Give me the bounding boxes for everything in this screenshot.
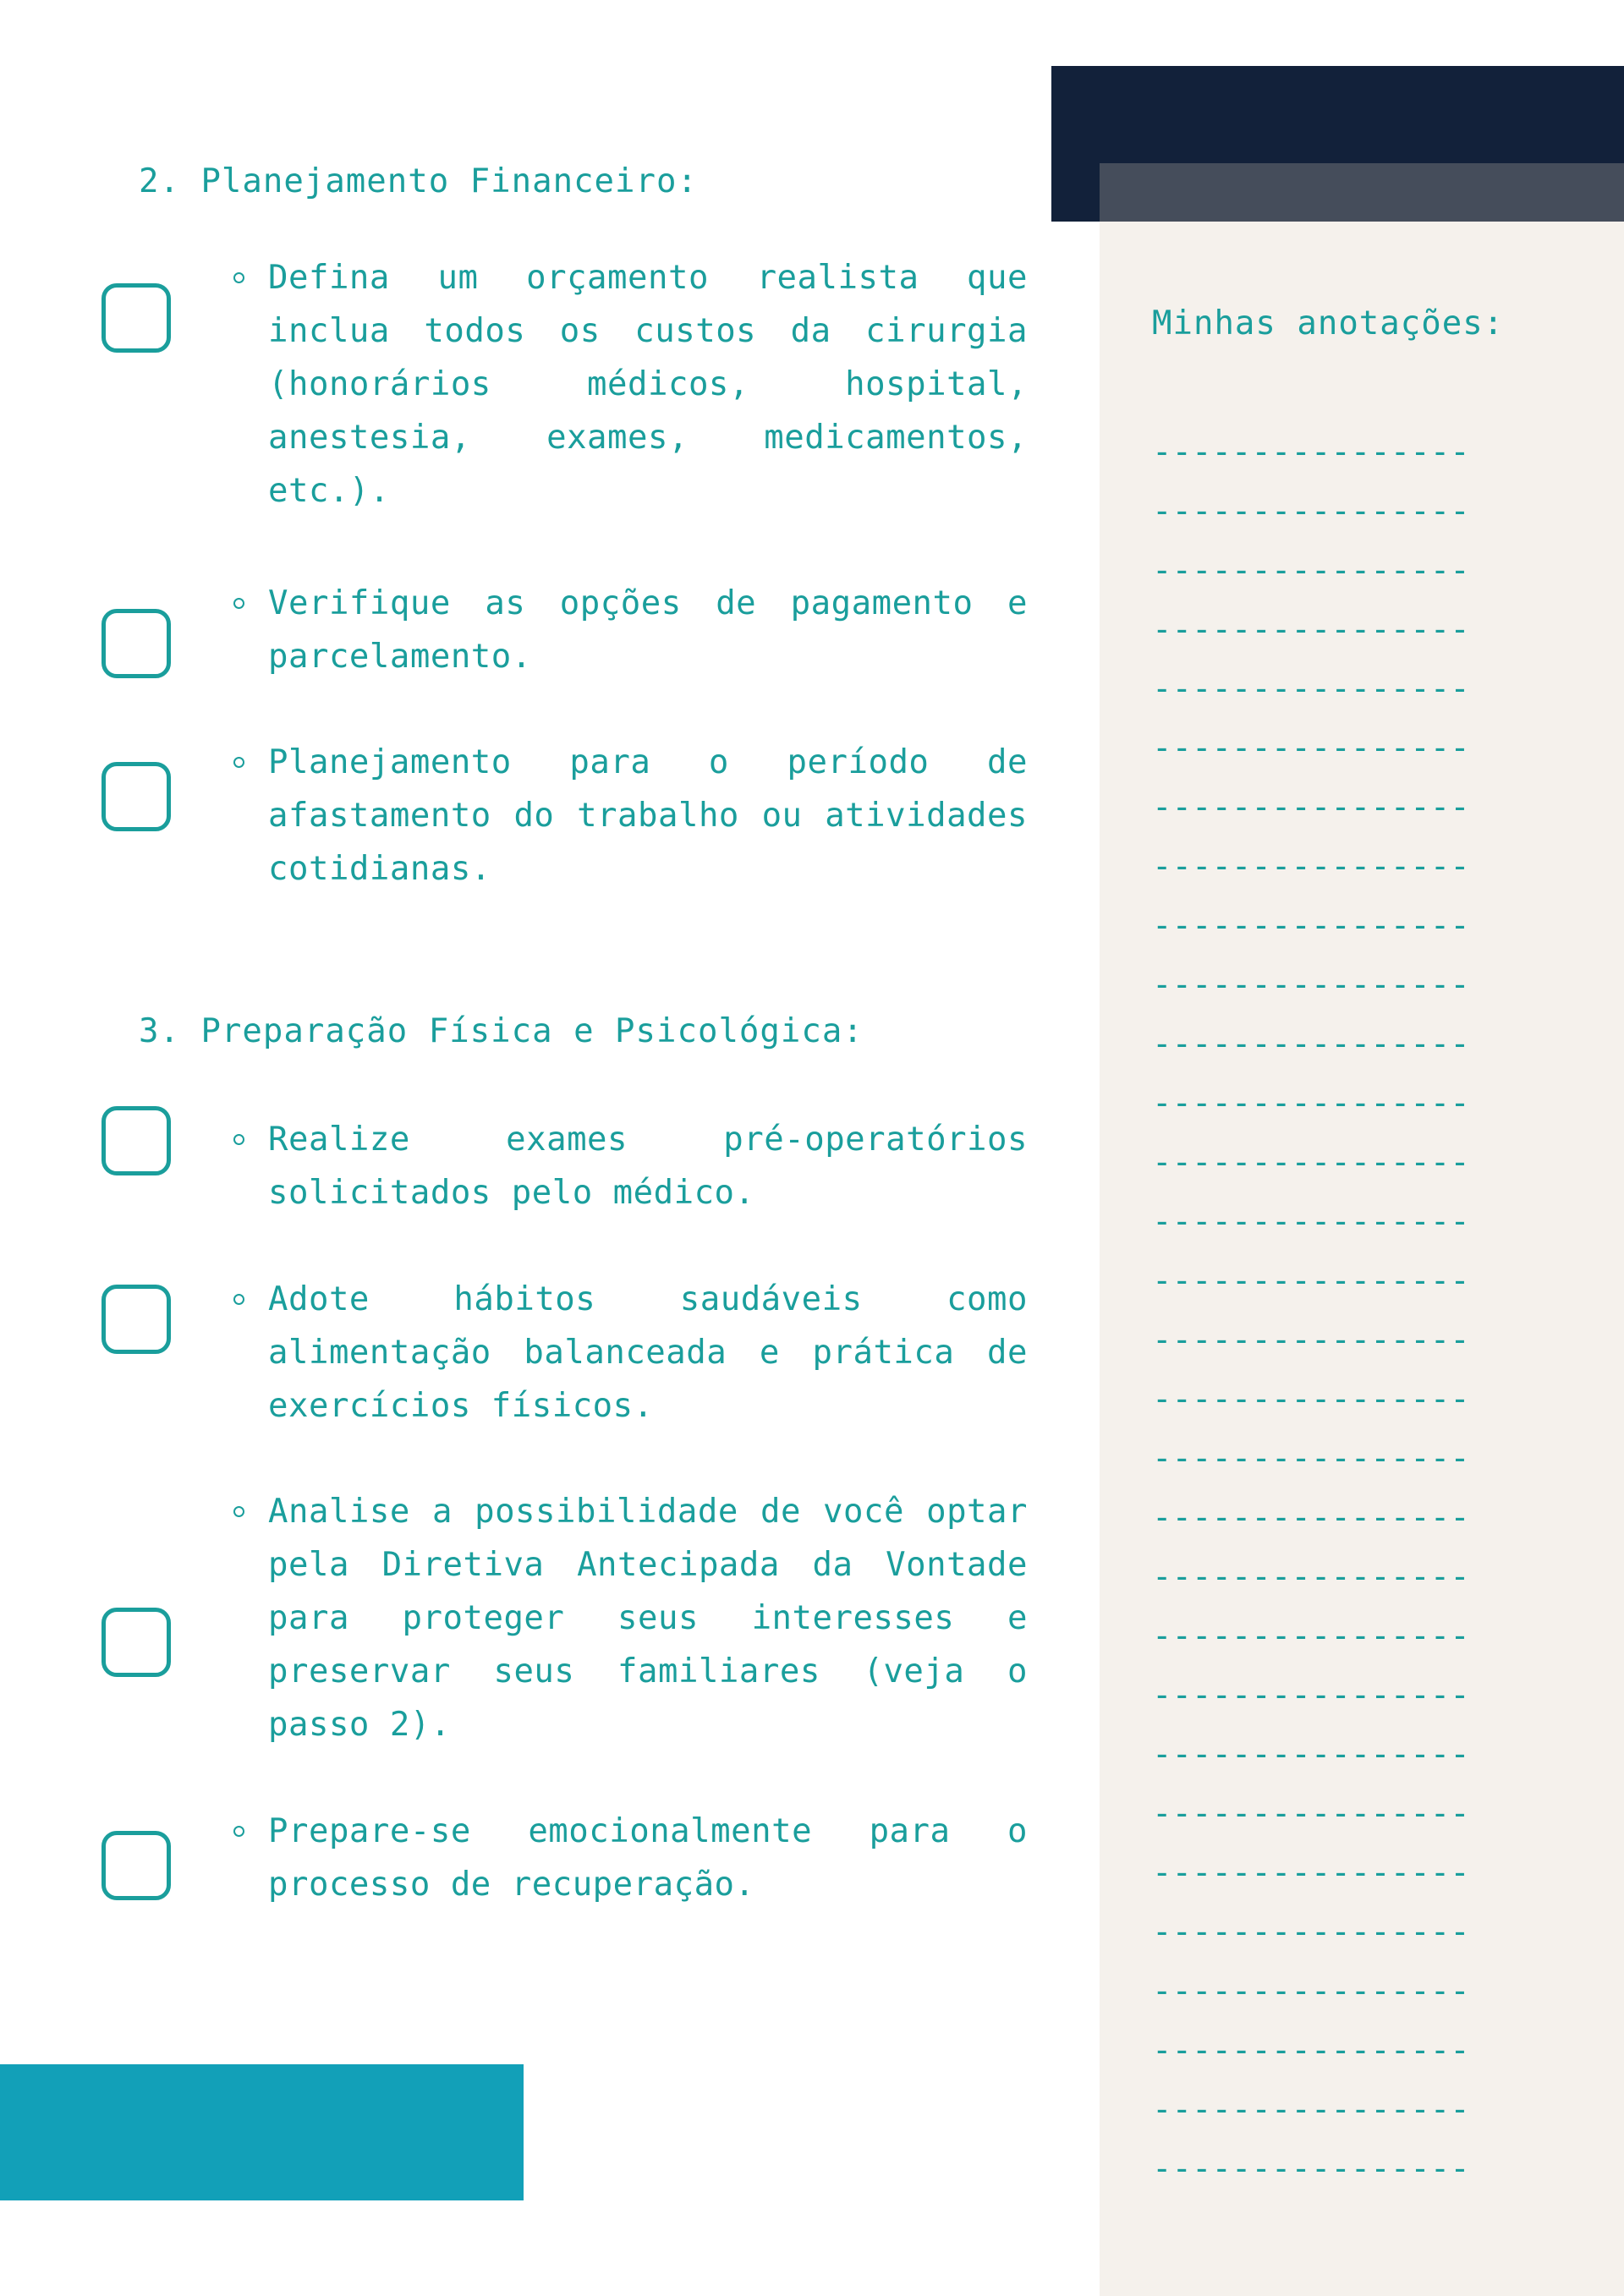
item-text: Defina um orçamento realista que inclua todos os custos da cirurgia (honorários médicos, hospital, anestesia, exames, medicamentos, etc.). [268,259,1028,510]
bullet-icon [233,757,244,768]
note-line[interactable]: ---------------- [1152,1558,1470,1596]
note-line[interactable]: ---------------- [1152,551,1470,589]
bullet-icon [233,598,244,609]
note-line[interactable]: ---------------- [1152,2091,1470,2129]
note-line[interactable]: ---------------- [1152,788,1470,826]
note-line[interactable]: ---------------- [1152,1321,1470,1359]
note-line[interactable]: ---------------- [1152,1676,1470,1714]
checkbox[interactable] [102,1608,171,1677]
note-line[interactable]: ---------------- [1152,2150,1470,2188]
note-line[interactable]: ---------------- [1152,966,1470,1004]
item-text: Adote hábitos saudáveis como alimentação balanceada e prática de exercícios físicos. [268,1280,1028,1425]
notes-title: Minhas anotações: [1152,304,1505,342]
checkbox[interactable] [102,1285,171,1354]
header-slate-block [1100,163,1624,222]
checkbox[interactable] [102,609,171,678]
note-line[interactable]: ---------------- [1152,1854,1470,1892]
item-text: Prepare-se emocionalmente para o processo de recuperação. [268,1812,1028,1904]
note-line[interactable]: ---------------- [1152,1025,1470,1063]
note-line[interactable]: ---------------- [1152,1262,1470,1300]
note-line[interactable]: ---------------- [1152,1084,1470,1122]
bullet-icon [233,1294,244,1305]
note-line[interactable]: ---------------- [1152,1795,1470,1833]
checkbox[interactable] [102,762,171,831]
note-line[interactable]: ---------------- [1152,1617,1470,1655]
bullet-icon [233,1134,244,1145]
note-line[interactable]: ---------------- [1152,1380,1470,1418]
item-text: Realize exames pré-operatórios solicitados pelo médico. [268,1121,1028,1212]
note-line[interactable]: ---------------- [1152,1735,1470,1773]
note-line[interactable]: ---------------- [1152,2031,1470,2069]
note-line[interactable]: ---------------- [1152,907,1470,945]
note-line[interactable]: ---------------- [1152,1439,1470,1477]
notes-lines [1152,423,1558,2199]
section-title-financial: 2. Planejamento Financeiro: [139,162,698,200]
note-line[interactable]: ---------------- [1152,1972,1470,2010]
footer-teal-block [0,2064,524,2200]
section-title-physical-psychological: 3. Preparação Física e Psicológica: [139,1012,864,1050]
item-text: Analise a possibilidade de você optar pela Diretiva Antecipada da Vontade para proteger seus interesses e preservar seus familiares (veja o passo 2). [268,1493,1028,1744]
note-line[interactable]: ---------------- [1152,670,1470,708]
note-line[interactable]: ---------------- [1152,1143,1470,1181]
bullet-icon [233,272,244,283]
note-line[interactable]: ---------------- [1152,1913,1470,1951]
item-text: Planejamento para o período de afastamento do trabalho ou atividades cotidianas. [268,743,1028,888]
bullet-icon [233,1826,244,1837]
note-line[interactable]: ---------------- [1152,729,1470,767]
checkbox[interactable] [102,283,171,353]
note-line[interactable]: ---------------- [1152,433,1470,471]
bullet-icon [233,1506,244,1517]
note-line[interactable]: ---------------- [1152,847,1470,885]
note-line[interactable]: ---------------- [1152,492,1470,530]
checkbox[interactable] [102,1106,171,1175]
checkbox[interactable] [102,1831,171,1900]
note-line[interactable]: ---------------- [1152,1203,1470,1241]
item-text: Verifique as opções de pagamento e parcelamento. [268,584,1028,676]
note-line[interactable]: ---------------- [1152,611,1470,649]
note-line[interactable]: ---------------- [1152,1499,1470,1537]
